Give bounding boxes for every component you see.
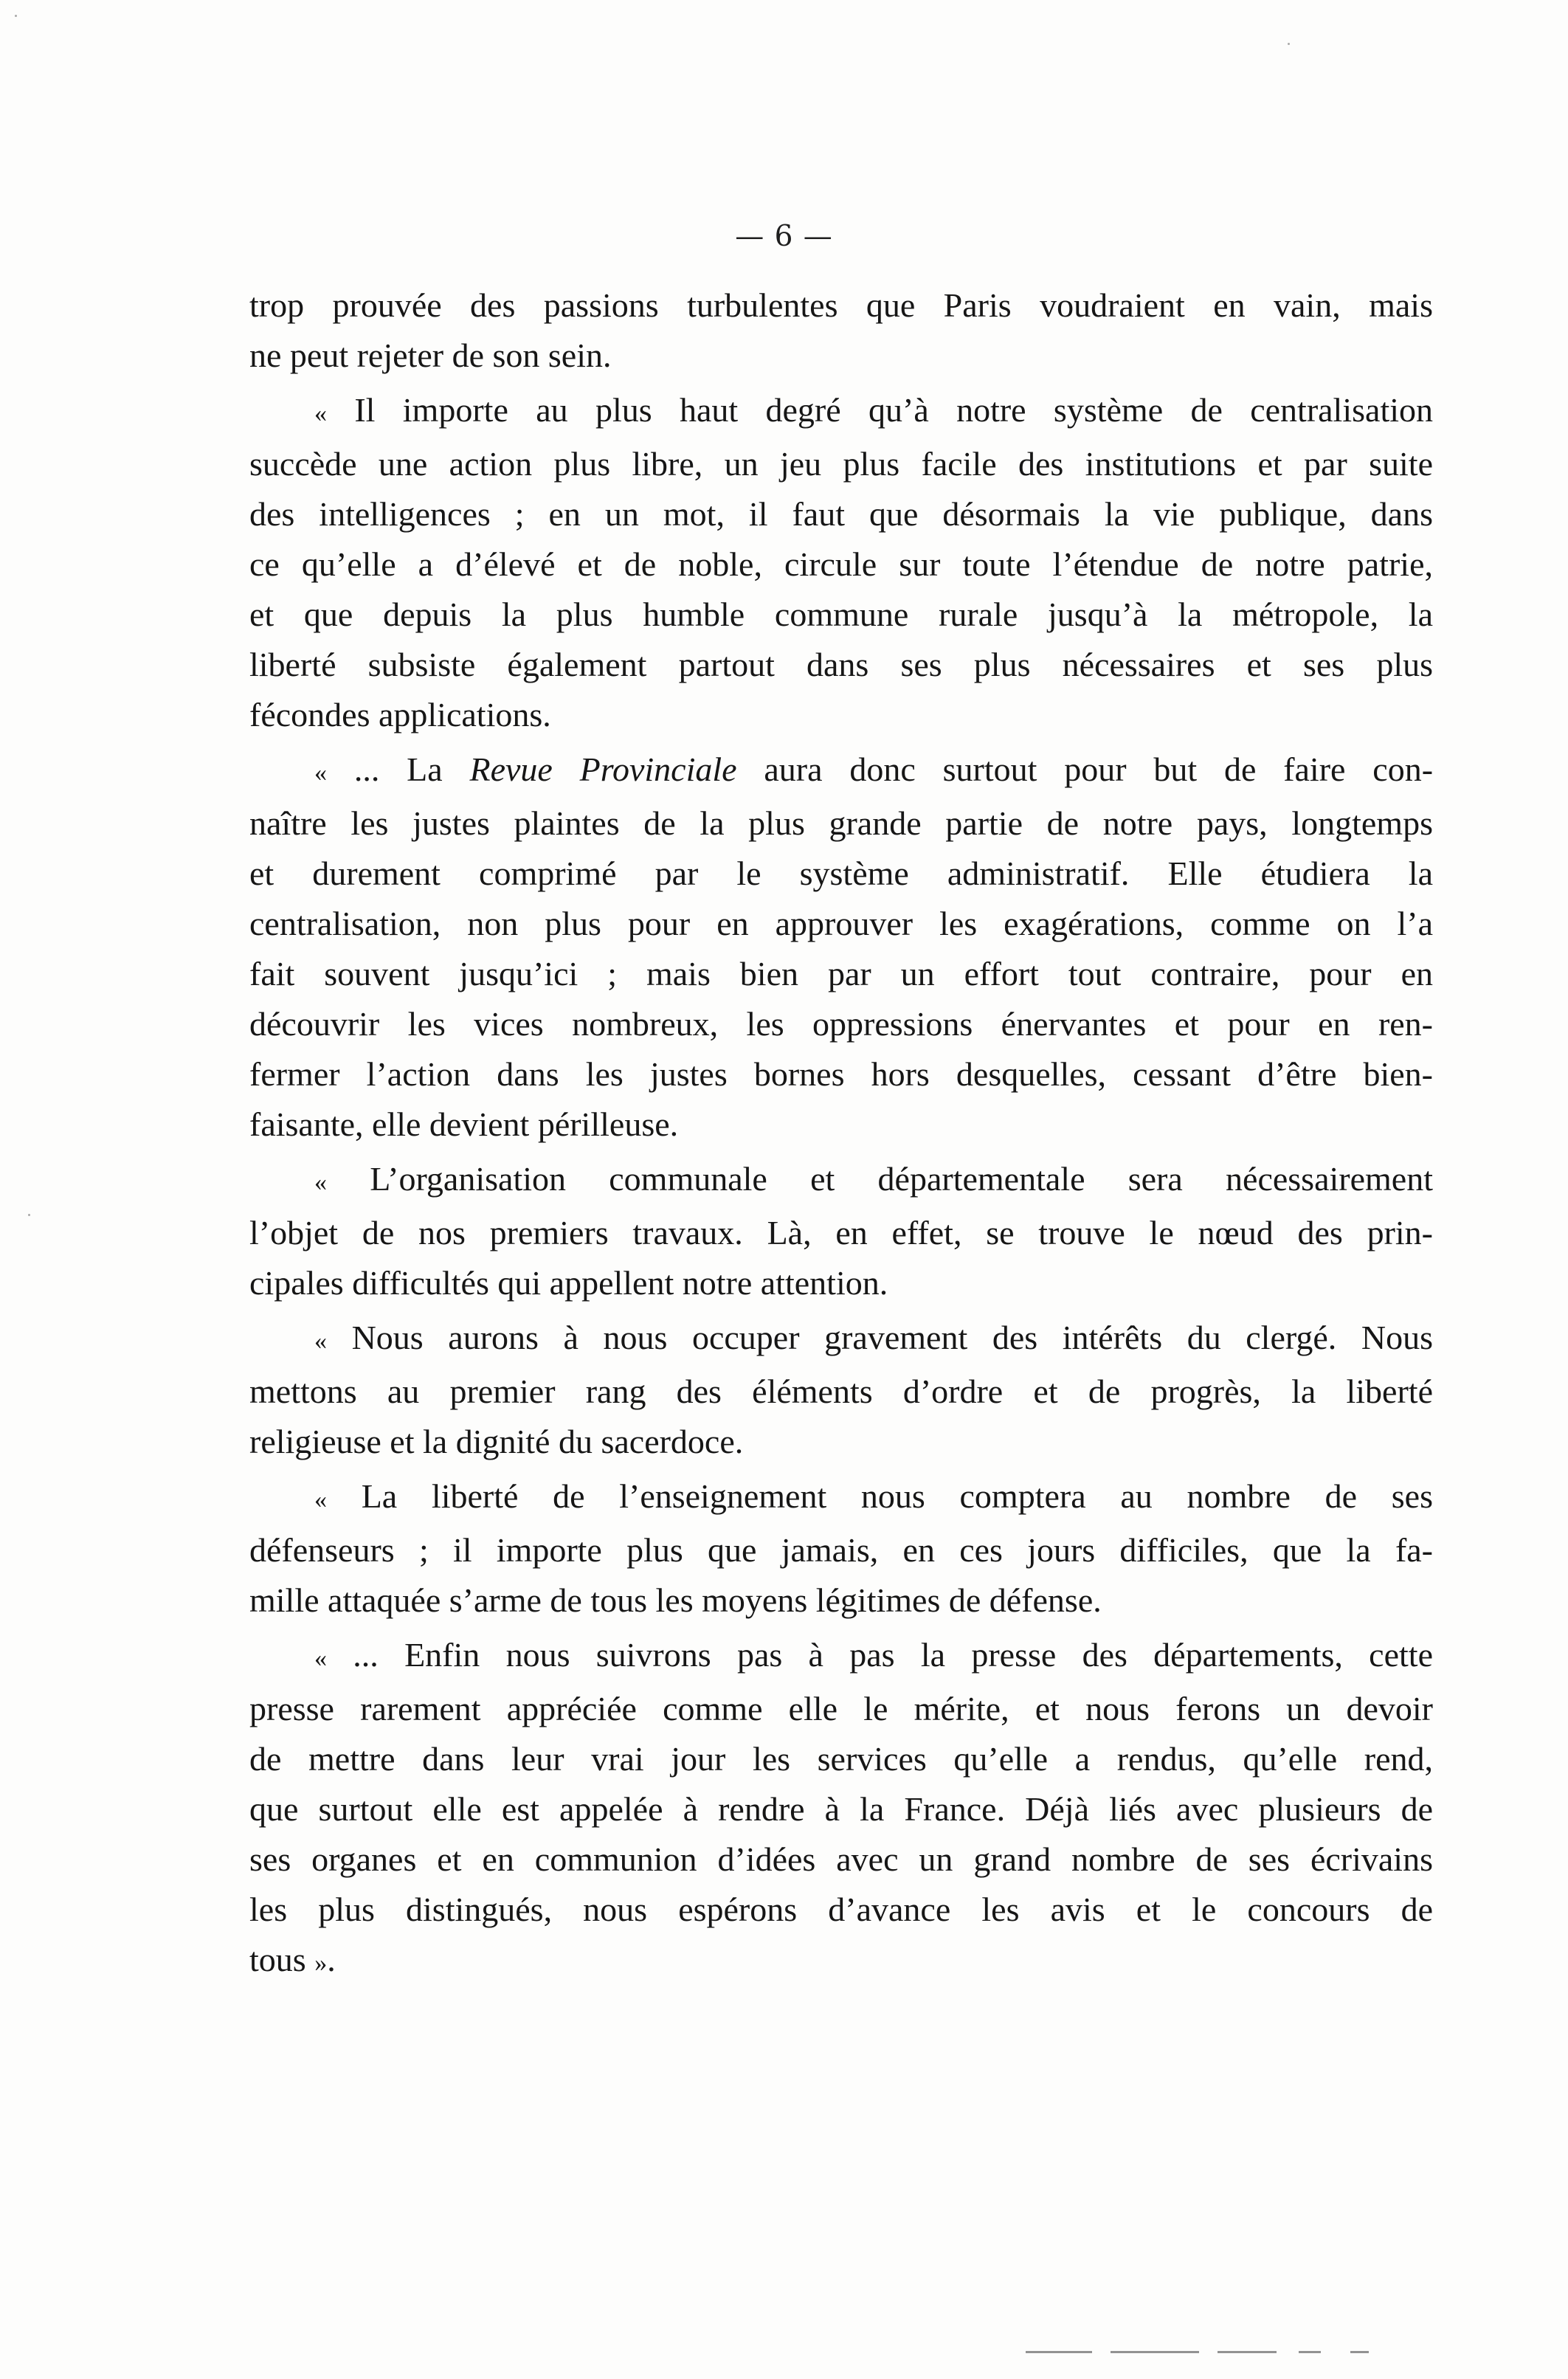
text-line: ce qu’elle a d’élevé et de noble, circule sur toute l’étendue de notre patrie, (249, 545, 1433, 583)
scan-speck (28, 1214, 30, 1216)
page-number: — 6 — (735, 220, 833, 253)
text-line: naître les justes plaintes de la plus grande partie de notre pays, longtemps (249, 804, 1433, 842)
scan-rule-mark (1299, 2351, 1321, 2353)
text-line: presse rarement appréciée comme elle le mérite, et nous ferons un devoir (249, 1690, 1433, 1727)
text-line: centralisation, non plus pour en approuver les exagérations, comme on l’a (249, 905, 1433, 942)
text-line: trop prouvée des passions turbulentes que Paris voudraient en vain, mais (249, 286, 1433, 324)
paragraph-7 (249, 1630, 1433, 1989)
text-line: fait souvent jusqu’ici ; mais bien par un effort tout contraire, pour en (249, 955, 1433, 992)
journal-title: Revue Provinciale (469, 750, 737, 788)
text-line: ne peut rejeter de son sein. (249, 336, 612, 374)
opening-guillemet: « (314, 1645, 327, 1672)
body-text (249, 280, 1433, 1993)
text-line: mettons au premier rang des éléments d’ordre et de progrès, la liberté (249, 1372, 1433, 1410)
text-line: ses organes et en communion d’idées avec un grand nombre de ses écrivains (249, 1840, 1433, 1878)
text-line: « La liberté de l’enseignement nous comptera au nombre de ses (314, 1477, 1433, 1515)
paragraph-4 (249, 1154, 1433, 1308)
text-line: fermer l’action dans les justes bornes hors desquelles, cessant d’être bien- (249, 1055, 1433, 1093)
opening-guillemet: « (314, 1486, 327, 1513)
paragraph-3 (249, 745, 1433, 1150)
text-line: et que depuis la plus humble commune rurale jusqu’à la métropole, la (249, 595, 1433, 633)
text-line: cipales difficultés qui appellent notre attention. (249, 1264, 888, 1302)
text-line: faisante, elle devient périlleuse. (249, 1105, 679, 1143)
text-line: de mettre dans leur vrai jour les services qu’elle a rendus, qu’elle rend, (249, 1740, 1433, 1778)
paragraph-5 (249, 1313, 1433, 1467)
text-line: « Il importe au plus haut degré qu’à notre système de centralisation (314, 391, 1434, 429)
text-line: l’objet de nos premiers travaux. Là, en effet, se trouve le nœud des prin- (249, 1214, 1433, 1251)
text-line: les plus distingués, nous espérons d’avance les avis et le concours de (249, 1891, 1433, 1928)
opening-guillemet: « (314, 1169, 327, 1196)
paragraph-2 (249, 385, 1433, 740)
paragraph-6 (249, 1471, 1433, 1626)
paragraph-1 (249, 280, 1433, 381)
text-line: tous ». (249, 1941, 336, 1978)
text-line: « Nous aurons à nous occuper gravement des intérêts du clergé. Nous (314, 1319, 1433, 1356)
text-line: défenseurs ; il importe plus que jamais, en ces jours difficiles, que la fa- (249, 1531, 1433, 1569)
opening-guillemet: « (314, 400, 327, 427)
scan-speck (15, 15, 17, 17)
text-line: « ... La Revue Provinciale aura donc surtout pour but de faire con- (314, 750, 1434, 788)
text-line: liberté subsiste également partout dans ses plus nécessaires et ses plus (249, 646, 1433, 683)
text-line: et durement comprimé par le système administratif. Elle étudiera la (249, 854, 1433, 892)
text-line: que surtout elle est appelée à rendre à la France. Déjà liés avec plusieurs de (249, 1790, 1433, 1828)
scan-rule-mark (1218, 2351, 1277, 2353)
text-line: religieuse et la dignité du sacerdoce. (249, 1423, 744, 1460)
closing-guillemet: » (314, 1950, 328, 1977)
scan-rule-mark (1350, 2351, 1369, 2353)
text-line: « L’organisation communale et départementale sera nécessairement (314, 1160, 1433, 1198)
scan-speck (1288, 43, 1290, 45)
text-line: des intelligences ; en un mot, il faut que désormais la vie publique, dans (249, 495, 1433, 533)
text-line: « ... Enfin nous suivrons pas à pas la presse des départements, cette (314, 1636, 1433, 1674)
scan-rule-mark (1026, 2351, 1092, 2353)
scan-rule-mark (1111, 2351, 1199, 2353)
opening-guillemet: « (314, 1327, 327, 1355)
text-line: découvrir les vices nombreux, les oppressions énervantes et pour en ren- (249, 1005, 1433, 1043)
opening-guillemet: « (314, 759, 327, 787)
text-line: mille attaquée s’arme de tous les moyens légitimes de défense. (249, 1581, 1102, 1619)
text-line: fécondes applications. (249, 696, 551, 733)
text-line: succède une action plus libre, un jeu plus facile des institutions et par suite (249, 445, 1433, 483)
